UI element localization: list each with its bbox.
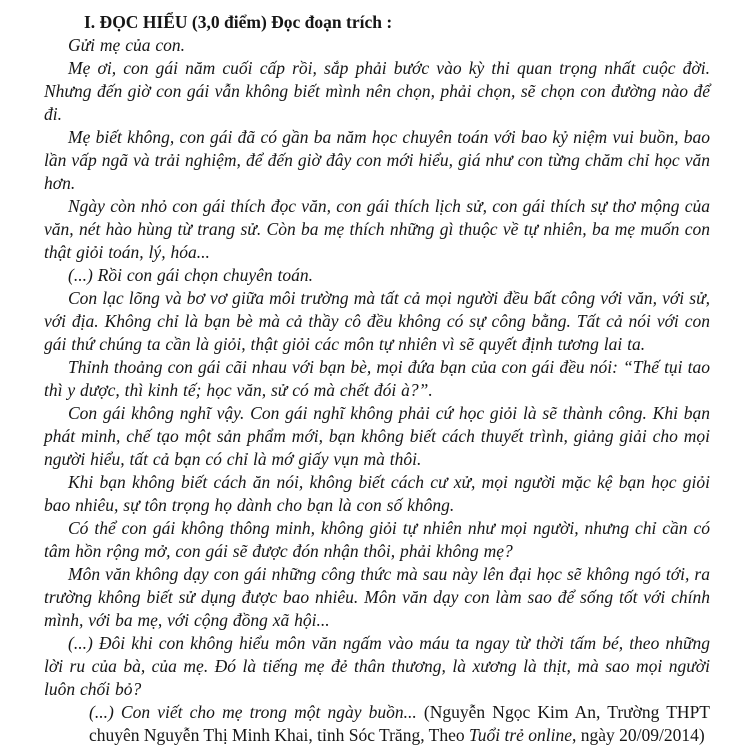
paragraph: (...) Đôi khi con không hiểu môn văn ngấm vào máu ta ngay từ thời tấm bé, theo những lời ru của bà, của mẹ. Đó là tiếng mẹ đẻ thân thương, là xương là thịt, mà sao mọi người luôn chối bỏ?: [44, 633, 710, 699]
source-attribution: [89, 701, 710, 747]
paragraph: Con lạc lõng và bơ vơ giữa môi trường mà tất cả mọi người đều bất công với văn, với sử, với địa. Không chỉ là bạn bè mà cả thầy cô đều không có sự công bằng. Tất cả nói với con gái thứ chúng ta cần là giỏi, thật giỏi các môn tự nhiên vì sẽ quyết định tương lai ta.: [44, 288, 710, 354]
paragraph-salutation: Gửi mẹ của con.: [68, 35, 185, 55]
publication-date-text: , ngày 20/09/2014): [572, 725, 705, 745]
paragraph: Mẹ biết không, con gái đã có gần ba năm học chuyên toán với bao kỷ niệm vui buồn, bao lần vấp ngã và trải nghiệm, để đến giờ đây con mới hiểu, giá như con từng chăm chỉ học văn hơn.: [44, 127, 710, 193]
paragraph: Khi bạn không biết cách ăn nói, không biết cách cư xử, mọi người mặc kệ bạn học giỏi bao nhiêu, sự tôn trọng họ dành cho bạn là con số không.: [44, 472, 710, 515]
paragraph: Con gái không nghĩ vậy. Con gái nghĩ không phải cứ học giỏi là sẽ thành công. Khi bạn phát minh, chế tạo một sản phẩm mới, bạn không biết cách thuyết trình, giảng giải cho mọi người hiểu, tất cả bạn có chỉ là mớ giấy vụn mà thôi.: [44, 403, 710, 469]
publication-name-text: Tuổi trẻ online: [468, 725, 573, 745]
paragraph: Môn văn không dạy con gái những công thức mà sau này lên đại học sẽ không ngó tới, ra trường không biết sử dụng được bao nhiêu. Môn văn dạy con làm sao để sống tốt với chính mình, với ba mẹ, với cộng đồng xã hội...: [44, 564, 710, 630]
paragraph: Mẹ ơi, con gái năm cuối cấp rồi, sắp phải bước vào kỳ thi quan trọng nhất cuộc đời. Nhưng đến giờ con gái vẫn không biết mình nên chọn, phải chọn, sẽ chọn con đường nào để đi.: [44, 58, 710, 124]
author-attribution-text: (Nguyễn Ngọc Kim An, Trường THPT chuyên Nguyễn Thị Minh Khai, tỉnh Sóc Trăng, Theo: [89, 702, 710, 745]
section-heading: I. ĐỌC HIỂU (3,0 điểm) Đọc đoạn trích :: [84, 12, 393, 32]
paragraph: Thỉnh thoảng con gái cãi nhau với bạn bè, mọi đứa bạn của con gái đều nói: “Thế tụi tao thì y dược, thì kinh tế; học văn, sử có mà chết đói à?”.: [44, 357, 710, 400]
closing-quote-text: (...) Con viết cho mẹ trong một ngày buồn...: [89, 702, 424, 722]
paragraph: Ngày còn nhỏ con gái thích đọc văn, con gái thích lịch sử, con gái thích sự thơ mộng của văn, nét hào hùng từ trang sử. Còn ba mẹ thích những gì thuộc về tự nhiên, ba mẹ muốn con thật giỏi toán, lý, hóa...: [44, 196, 710, 262]
paragraph: (...) Rồi con gái chọn chuyên toán.: [68, 265, 314, 285]
paragraph: Có thể con gái không thông minh, không giỏi tự nhiên như mọi người, nhưng chỉ cần có tâm hồn rộng mở, con gái sẽ được đón nhận thôi, phải không mẹ?: [44, 518, 710, 561]
